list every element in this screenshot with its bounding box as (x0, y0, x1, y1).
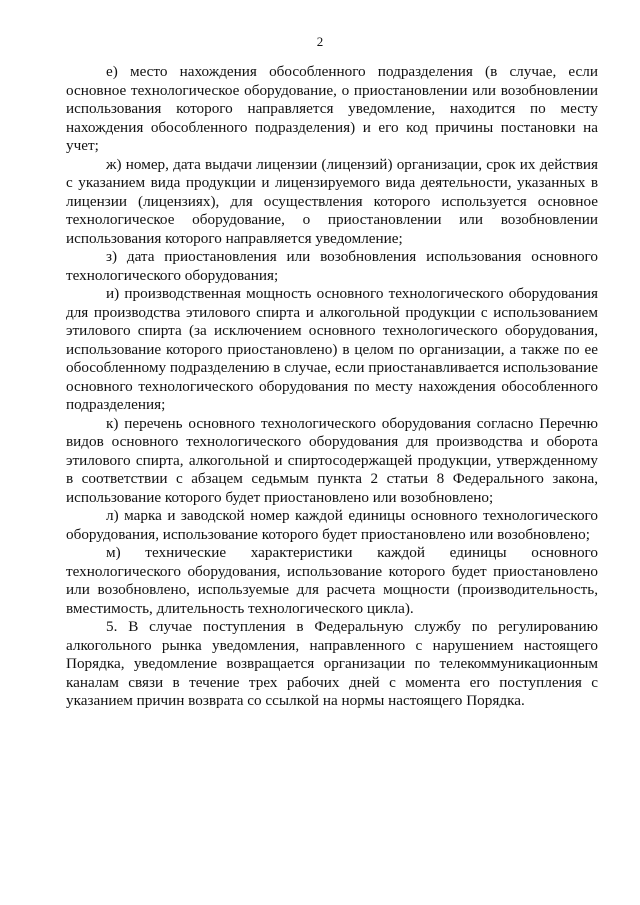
paragraph-l: л) марка и заводской номер каждой единицы основного технологического оборудования, использование которого будет приостановлено или возобновлено; (66, 507, 598, 543)
page-number: 2 (316, 34, 324, 49)
paragraph-z: з) дата приостановления или возобновления использования основного технологического оборудования; (66, 248, 598, 284)
document-body (66, 63, 598, 711)
paragraph-5: 5. В случае поступления в Федеральную службу по регулированию алкогольного рынка уведомления, направленного с нарушением настоящего Порядка, уведомление возвращается организации по телекоммуникационным каналам связи в течение трех рабочих дней с момента его поступления с указанием причин возврата со ссылкой на нормы настоящего Порядка. (66, 618, 598, 709)
paragraph-k: к) перечень основного технологического оборудования согласно Перечню видов основного технологического оборудования для производства и оборота этилового спирта, алкогольной и спиртосодержащей продукции, утвержденному в соответствии с абзацем седьмым пункта 2 статьи 8 Федерального закона, использование которого будет приостановлено или возобновлено; (66, 414, 598, 506)
paragraph-e: е) место нахождения обособленного подразделения (в случае, если основное технологическое оборудование, о приостановлении или возобновлении использования которого направляется уведомление, находится по месту нахождения обособленного подразделения) и его код причины постановки на учет; (66, 63, 598, 154)
paragraph-zh: ж) номер, дата выдачи лицензии (лицензий) организации, срок их действия с указанием вида продукции и лицензируемого вида деятельности, указанных в лицензии (лицензиях), для осуществления которого используется основное технологическое оборудование, о приостановлении или возобновлении использования которого направляется уведомление; (66, 155, 598, 247)
paragraph-m: м) технические характеристики каждой единицы основного технологического оборудования, использование которого будет приостановлено или возобновлено, используемые для расчета мощности (производительность, вместимость, длительность технологического цикла). (66, 544, 598, 617)
paragraph-i: и) производственная мощность основного технологического оборудования для производства этилового спирта и алкогольной продукции с использованием этилового спирта (за исключением основного технологического оборудования, использование которого приостановлено) в целом по организации, а также по ее обособленному подразделению в случае, если приостанавливается использование основного технологического оборудования по месту нахождения обособленного подразделения; (66, 285, 598, 413)
